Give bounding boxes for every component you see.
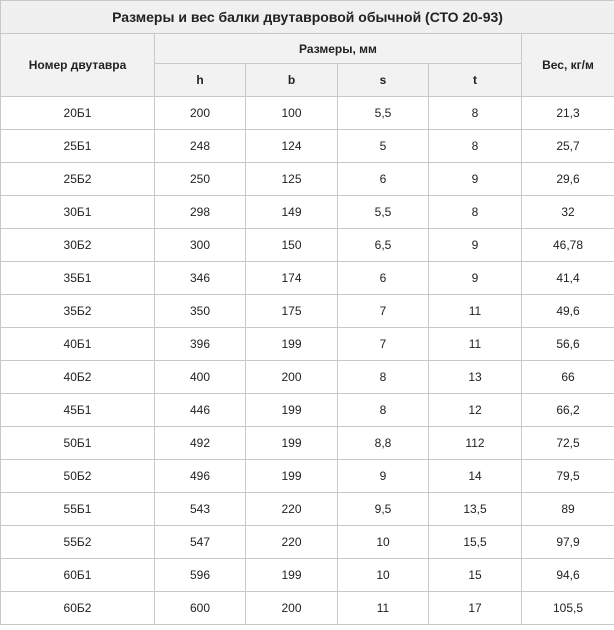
t-cell: 8 <box>429 196 522 229</box>
weight-cell: 21,3 <box>522 97 614 130</box>
weight-cell: 105,5 <box>522 592 614 625</box>
weight-cell: 94,6 <box>522 559 614 592</box>
weight-cell: 56,6 <box>522 328 614 361</box>
beam-number-cell: 55Б1 <box>1 493 155 526</box>
table-row <box>1 592 614 625</box>
table-row <box>1 493 614 526</box>
b-cell: 199 <box>246 427 338 460</box>
beam-number-cell: 30Б2 <box>1 229 155 262</box>
t-cell: 15 <box>429 559 522 592</box>
table-row <box>1 328 614 361</box>
s-cell: 6 <box>338 163 429 196</box>
weight-cell: 46,78 <box>522 229 614 262</box>
b-cell: 174 <box>246 262 338 295</box>
h-cell: 596 <box>155 559 246 592</box>
t-cell: 112 <box>429 427 522 460</box>
beam-number-cell: 50Б2 <box>1 460 155 493</box>
table-row <box>1 97 614 130</box>
table-row <box>1 394 614 427</box>
h-cell: 446 <box>155 394 246 427</box>
s-cell: 6,5 <box>338 229 429 262</box>
b-cell: 175 <box>246 295 338 328</box>
table-title: Размеры и вес балки двутавровой обычной (СТО 20-93) <box>1 1 614 34</box>
t-cell: 9 <box>429 262 522 295</box>
h-cell: 250 <box>155 163 246 196</box>
h-cell: 496 <box>155 460 246 493</box>
weight-cell: 97,9 <box>522 526 614 559</box>
header-s: s <box>338 64 429 97</box>
s-cell: 7 <box>338 328 429 361</box>
weight-cell: 66 <box>522 361 614 394</box>
header-h: h <box>155 64 246 97</box>
b-cell: 200 <box>246 361 338 394</box>
weight-cell: 25,7 <box>522 130 614 163</box>
beam-number-cell: 20Б1 <box>1 97 155 130</box>
h-cell: 400 <box>155 361 246 394</box>
t-cell: 15,5 <box>429 526 522 559</box>
b-cell: 200 <box>246 592 338 625</box>
s-cell: 11 <box>338 592 429 625</box>
b-cell: 199 <box>246 328 338 361</box>
table-row <box>1 295 614 328</box>
b-cell: 199 <box>246 460 338 493</box>
header-b: b <box>246 64 338 97</box>
s-cell: 5 <box>338 130 429 163</box>
table-row <box>1 361 614 394</box>
beam-number-cell: 40Б1 <box>1 328 155 361</box>
h-cell: 396 <box>155 328 246 361</box>
t-cell: 17 <box>429 592 522 625</box>
s-cell: 10 <box>338 526 429 559</box>
table-row <box>1 229 614 262</box>
b-cell: 199 <box>246 559 338 592</box>
s-cell: 8 <box>338 394 429 427</box>
beam-number-cell: 60Б1 <box>1 559 155 592</box>
s-cell: 5,5 <box>338 196 429 229</box>
weight-cell: 29,6 <box>522 163 614 196</box>
s-cell: 8,8 <box>338 427 429 460</box>
weight-cell: 72,5 <box>522 427 614 460</box>
beam-number-cell: 40Б2 <box>1 361 155 394</box>
s-cell: 9,5 <box>338 493 429 526</box>
h-cell: 200 <box>155 97 246 130</box>
header-beam-number: Номер двутавра <box>1 34 155 97</box>
table-row <box>1 196 614 229</box>
t-cell: 8 <box>429 97 522 130</box>
t-cell: 12 <box>429 394 522 427</box>
t-cell: 11 <box>429 328 522 361</box>
header-t: t <box>429 64 522 97</box>
s-cell: 7 <box>338 295 429 328</box>
weight-cell: 79,5 <box>522 460 614 493</box>
beam-number-cell: 50Б1 <box>1 427 155 460</box>
h-cell: 547 <box>155 526 246 559</box>
table-row <box>1 427 614 460</box>
b-cell: 100 <box>246 97 338 130</box>
h-cell: 248 <box>155 130 246 163</box>
b-cell: 220 <box>246 526 338 559</box>
table-row <box>1 526 614 559</box>
t-cell: 14 <box>429 460 522 493</box>
s-cell: 10 <box>338 559 429 592</box>
t-cell: 13,5 <box>429 493 522 526</box>
s-cell: 9 <box>338 460 429 493</box>
t-cell: 13 <box>429 361 522 394</box>
b-cell: 124 <box>246 130 338 163</box>
h-cell: 300 <box>155 229 246 262</box>
table-body <box>1 97 614 625</box>
header-weight: Вес, кг/м <box>522 34 614 97</box>
weight-cell: 49,6 <box>522 295 614 328</box>
table-row <box>1 460 614 493</box>
b-cell: 125 <box>246 163 338 196</box>
beam-number-cell: 30Б1 <box>1 196 155 229</box>
h-cell: 350 <box>155 295 246 328</box>
beam-number-cell: 60Б2 <box>1 592 155 625</box>
table-row <box>1 559 614 592</box>
beam-number-cell: 25Б1 <box>1 130 155 163</box>
beam-number-cell: 35Б2 <box>1 295 155 328</box>
s-cell: 8 <box>338 361 429 394</box>
b-cell: 220 <box>246 493 338 526</box>
h-cell: 492 <box>155 427 246 460</box>
weight-cell: 89 <box>522 493 614 526</box>
t-cell: 8 <box>429 130 522 163</box>
b-cell: 150 <box>246 229 338 262</box>
h-cell: 346 <box>155 262 246 295</box>
t-cell: 9 <box>429 229 522 262</box>
weight-cell: 32 <box>522 196 614 229</box>
h-cell: 298 <box>155 196 246 229</box>
beam-number-cell: 35Б1 <box>1 262 155 295</box>
beam-number-cell: 25Б2 <box>1 163 155 196</box>
t-cell: 11 <box>429 295 522 328</box>
h-cell: 543 <box>155 493 246 526</box>
table-row <box>1 130 614 163</box>
table-row <box>1 262 614 295</box>
weight-cell: 66,2 <box>522 394 614 427</box>
h-cell: 600 <box>155 592 246 625</box>
weight-cell: 41,4 <box>522 262 614 295</box>
b-cell: 199 <box>246 394 338 427</box>
s-cell: 6 <box>338 262 429 295</box>
beam-number-cell: 55Б2 <box>1 526 155 559</box>
beam-number-cell: 45Б1 <box>1 394 155 427</box>
header-dimensions: Размеры, мм <box>155 34 522 64</box>
table-row <box>1 163 614 196</box>
s-cell: 5,5 <box>338 97 429 130</box>
b-cell: 149 <box>246 196 338 229</box>
t-cell: 9 <box>429 163 522 196</box>
